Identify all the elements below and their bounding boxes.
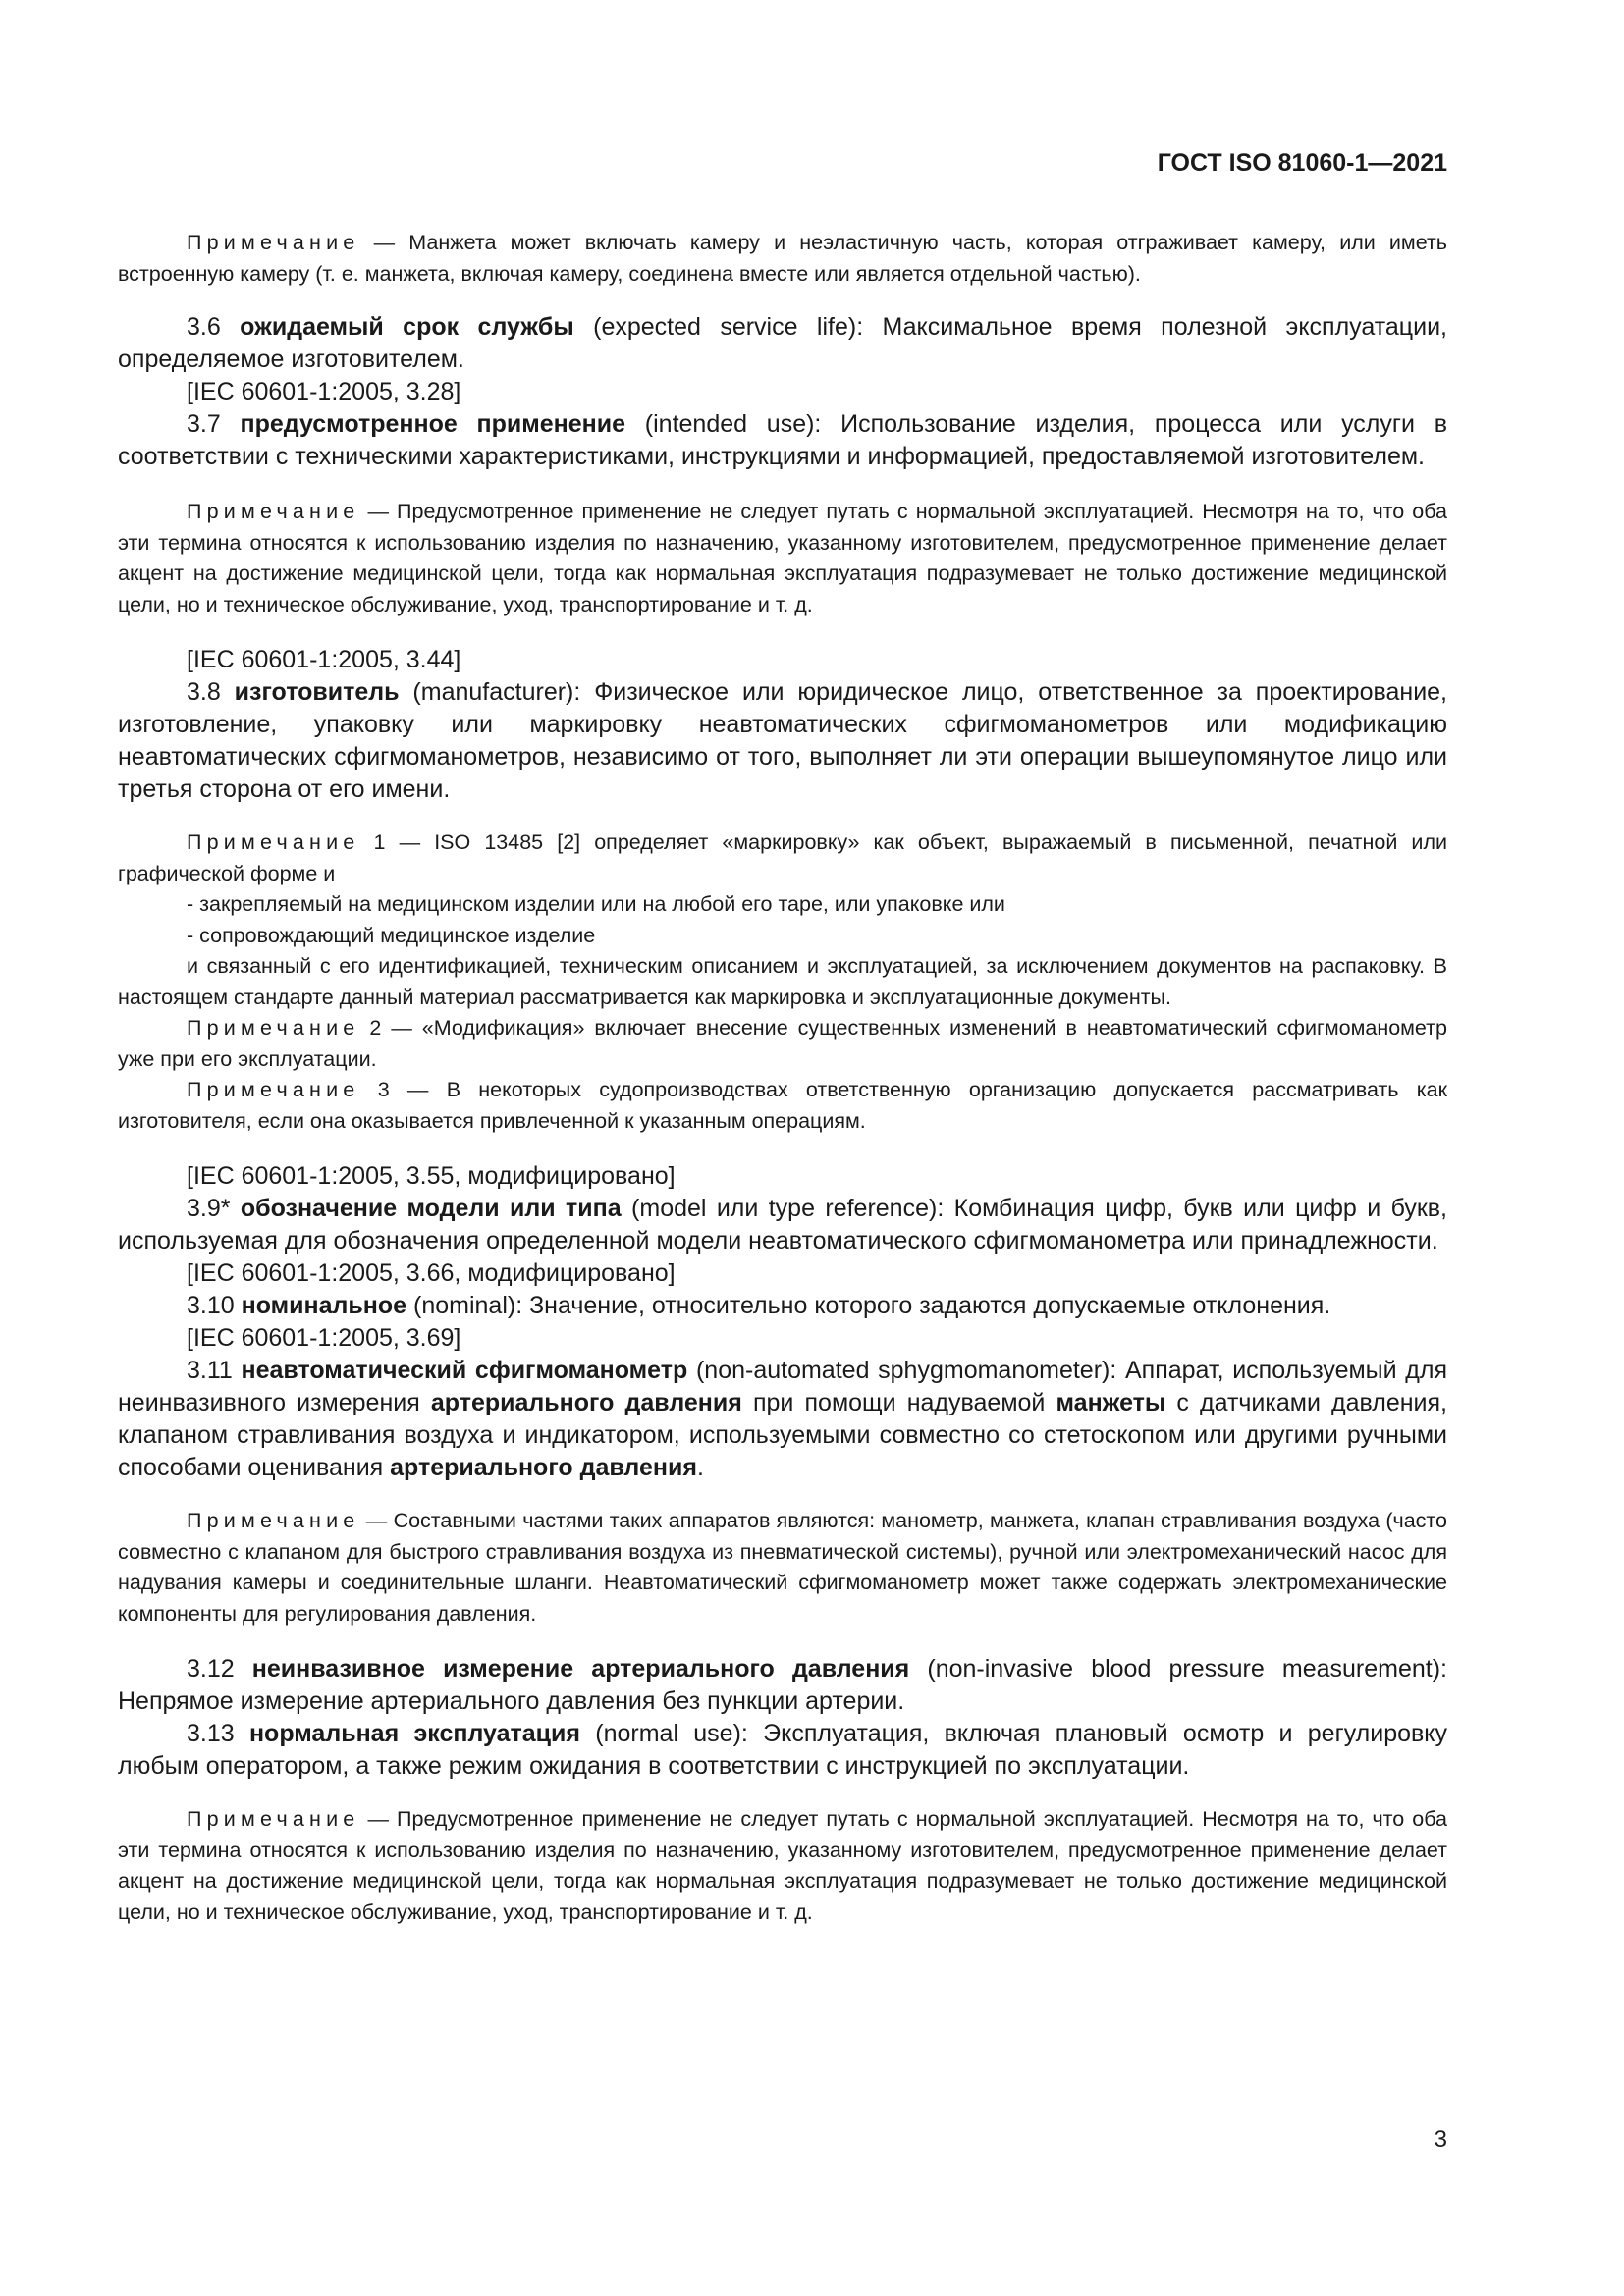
- note-label: Примечание: [187, 1807, 360, 1831]
- page-number: 3: [1434, 2126, 1447, 2153]
- term-3-7: 3.7 предусмотренное применение (intended use): Использование изделия, процесса или услуги в соответствии с техническими характеристиками, инструкциями и информацией, предоставляемой изготовителем.: [118, 410, 1447, 470]
- reference-3-7: [IEC 60601-1:2005, 3.44]: [187, 646, 461, 673]
- term-3-8: 3.8 изготовитель (manufacturer): Физическое или юридическое лицо, ответственное за проектирование, изготовление, упаковку или маркировку неавтоматических сфигмоманометров или модификацию неавтоматических сфигмоманометров, независимо от того, выполняет ли эти операции вышеупомянутое лицо или третья сторона от его имени.: [118, 678, 1448, 803]
- note-label: Примечание: [187, 500, 360, 523]
- note-label: Примечание: [187, 1078, 360, 1101]
- note-label: Примечание: [187, 1016, 360, 1040]
- term-3-6: 3.6 ожидаемый срок службы (expected service life): Максимальное время полезной эксплуатации, определяемое изготовителем.: [118, 313, 1447, 373]
- note-3-11: Примечание — Составными частями таких аппаратов являются: манометр, манжета, клапан стравливания воздуха (часто совместно с клапаном для быстрого стравливания воздуха из пневматической системы), ручной или электромеханический насос для надувания камеры и соединительные шланги. Неавтоматический сфигмоманометр может также содержать электромеханические компоненты для регулирования давления.: [118, 1509, 1447, 1626]
- term-name: ожидаемый срок службы: [240, 313, 574, 341]
- note-3-8-1: Примечание 1 — ISO 13485 [2] определяет «маркировку» как объект, выражаемый в письменной, печатной или графической форме и: [118, 830, 1447, 885]
- note-label: Примечание: [187, 1509, 360, 1532]
- term-name: предусмотренное применение: [240, 410, 626, 438]
- reference-3-6: [IEC 60601-1:2005, 3.28]: [187, 378, 461, 405]
- term-3-13: 3.13 нормальная эксплуатация (normal use): Эксплуатация, включая плановый осмотр и регулировку любым оператором, а также режим ожидания в соответствии с инструкцией по эксплуатации.: [118, 1720, 1448, 1780]
- term-name: изготовитель: [234, 678, 400, 706]
- term-3-10: 3.10 номинальное (nominal): Значение, относительно которого задаются допускаемые отклонения.: [187, 1292, 1331, 1319]
- term-name: нормальная эксплуатация: [248, 1720, 580, 1747]
- dash-item: - закрепляемый на медицинском изделии или на любой его таре, или упаковке или: [187, 892, 1005, 916]
- term-name: неавтоматический сфигмоманометр: [241, 1357, 688, 1384]
- note-cuff: Примечание — Манжета может включать камеру и неэластичную часть, которая отграживает камеру, или иметь встроенную камеру (т. е. манжета, включая камеру, соединена вместе или является отдельной частью).: [118, 231, 1447, 286]
- term-3-9: 3.9* обозначение модели или типа (model или type reference): Комбинация цифр, букв или цифр и букв, используемая для обозначения определенной модели неавтоматического сфигмоманометра или принадлежности.: [118, 1195, 1447, 1255]
- definitions-column: [118, 228, 1447, 1928]
- term-name: номинальное: [241, 1292, 407, 1319]
- note-3-8-3: Примечание 3 — В некоторых судопроизводствах ответственную организацию допускается рассматривать как изготовителя, если она оказывается привлеченной к указанным операциям.: [118, 1078, 1447, 1133]
- reference-3-9: [IEC 60601-1:2005, 3.66, модифицировано]: [187, 1259, 676, 1287]
- note-label: Примечание: [187, 231, 360, 254]
- term-3-11: 3.11 неавтоматический сфигмоманометр (non-automated sphygmomanometer): Аппарат, используемый для неинвазивного измерения артериального давления при помощи надуваемой манжеты с датчиками давления, клапаном стравливания воздуха и индикатором, используемыми совместно со стетоскопом или другими ручными способами оценивания артериального давления.: [118, 1357, 1448, 1481]
- note-3-7: Примечание — Предусмотренное применение не следует путать с нормальной эксплуатацией. Несмотря на то, что оба эти термина относятся к использованию изделия по назначению, указанному изготовителем, предусмотренное применение делает акцент на достижение медицинской цели, тогда как нормальная эксплуатация подразумевает не только достижение медицинской цели, но и техническое обслуживание, уход, транспортирование и т. д.: [118, 500, 1447, 616]
- document-header: ГОСТ ISO 81060-1—2021: [1157, 149, 1447, 177]
- note-3-8-2: Примечание 2 — «Модификация» включает внесение существенных изменений в неавтоматический сфигмоманометр уже при его эксплуатации.: [118, 1016, 1447, 1071]
- term-3-12: 3.12 неинвазивное измерение артериального давления (non-invasive blood pressure measurement): Непрямое измерение артериального давления без пункции артерии.: [118, 1655, 1447, 1715]
- term-name: неинвазивное измерение артериального давления: [251, 1655, 910, 1682]
- note-3-13: Примечание — Предусмотренное применение не следует путать с нормальной эксплуатацией. Несмотря на то, что оба эти термина относятся к использованию изделия по назначению, указанному изготовителем, предусмотренное применение делает акцент на достижение медицинской цели, тогда как нормальная эксплуатация подразумевает не только достижение медицинской цели, но и техническое обслуживание, уход, транспортирование и т. д.: [118, 1807, 1447, 1924]
- note-label: Примечание: [187, 830, 360, 854]
- note-3-8-cont: и связанный с его идентификацией, техническим описанием и эксплуатацией, за исключением документов на распаковку. В настоящем стандарте данный материал рассматривается как маркировка и эксплуатационные документы.: [118, 954, 1447, 1009]
- dash-item: - сопровождающий медицинское изделие: [187, 923, 596, 947]
- reference-3-8: [IEC 60601-1:2005, 3.55, модифицировано]: [187, 1162, 676, 1190]
- term-name: обозначение модели или типа: [240, 1195, 622, 1222]
- reference-3-10: [IEC 60601-1:2005, 3.69]: [187, 1324, 461, 1352]
